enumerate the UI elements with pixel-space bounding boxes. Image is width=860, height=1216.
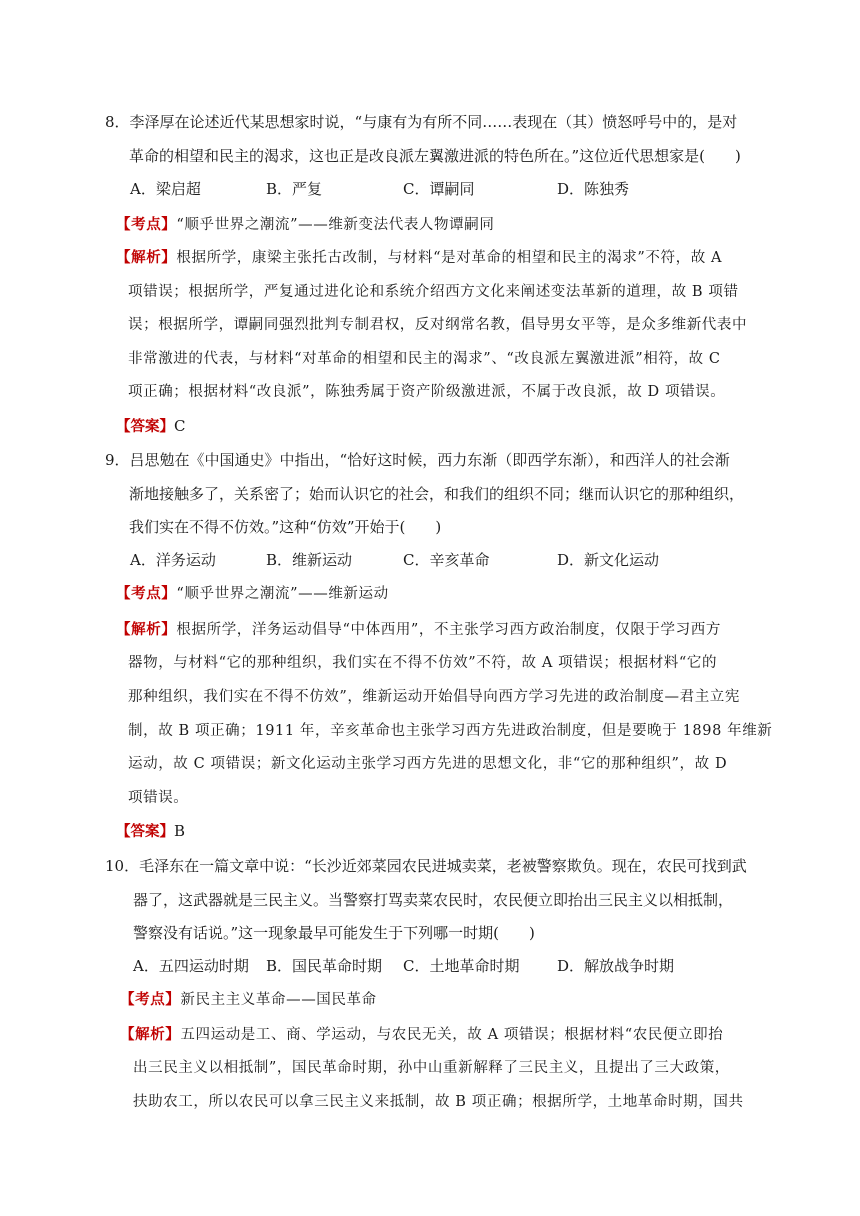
q10-option-c: C．土地革命时期 [403,957,520,975]
kaodian-tag: 【考点】 [120,992,181,1008]
q8-jiexi-line-1 [116,247,722,269]
q8-kaodian [116,214,494,236]
jiexi-tag: 【解析】 [116,622,177,638]
q8-answer-value: C [174,417,186,435]
q10-jiexi-line-3: 扶助农工，所以农民可以拿三民主义来抵制，故 B 项正确；根据所学，土地革命时期，国共 [133,1094,744,1110]
q9-jiexi-line-2: 器物，与材料“它的那种组织，我们实在不得不仿效”不符，故 A 项错误；根据材料“它的 [128,655,718,671]
q10-option-b: B．国民革命时期 [266,957,383,975]
q10-stem-line-2: 器了，这武器就是三民主义。当警察打骂卖菜农民时，农民便立即抬出三民主义以相抵制， [133,891,734,909]
q8-jiexi-line-5: 项正确；根据材料“改良派”，陈独秀属于资产阶级激进派，不属于改良派，故 D 项错误。 [128,384,726,400]
q10-kaodian [120,989,377,1011]
q10-jiexi-line-2: 出三民主义以相抵制”，国民革命时期，孙中山重新解释了三民主义，且提出了三大政策， [133,1060,730,1076]
kaodian-tag: 【考点】 [116,586,177,602]
q10-jiexi-line-1 [120,1024,723,1046]
q8-stem-line-2: 革命的相望和民主的渴求，这也正是改良派左翼激进派的特色所在。”这位近代思想家是( ) [129,147,741,165]
jiexi-tag: 【解析】 [120,1027,181,1043]
q9-jiexi-line-1 [116,619,721,641]
kaodian-tag: 【考点】 [116,217,177,233]
q8-jiexi-line-4: 非常激进的代表，与材料“对革命的相望和民主的渴求”、“改良派左翼激进派”相符，故 C [128,351,721,367]
q8-option-d: D．陈独秀 [557,180,630,198]
q9-option-c: C．辛亥革命 [403,551,490,569]
q10-option-a: A．五四运动时期 [133,957,249,975]
q10-option-d: D．解放战争时期 [557,957,675,975]
q9-option-a: A．洋务运动 [130,551,216,569]
q10-stem-line-3: 警察没有话说。”这一现象最早可能发生于下列哪一时期( ) [133,924,535,942]
q9-jiexi-line-6: 项错误。 [128,790,189,806]
q9-kaodian [116,583,389,605]
q8-jiexi-text-1: 根据所学，康梁主张托古改制，与材料“是对革命的相望和民主的渴求”不符，故 A [176,250,723,266]
q10-kaodian-text: 新民主主义革命——国民革命 [180,992,377,1008]
q10-jiexi-text-1: 五四运动是工、商、学运动，与农民无关，故 A 项错误；根据材料“农民便立即抬 [180,1027,724,1043]
q8-stem-line-1: 8．李泽厚在论述近代某思想家时说，“与康有为有所不同……表现在（其）愤怒呼号中的，是对 [105,113,738,131]
q8-option-c: C．谭嗣同 [403,180,475,198]
q9-kaodian-text: “顺乎世界之潮流”——维新运动 [176,586,389,602]
q8-option-a: A．梁启超 [130,180,201,198]
q8-option-b: B．严复 [266,180,323,198]
q10-stem-line-1: 10．毛泽东在一篇文章中说：“长沙近郊菜园农民进城卖菜，老被警察欺负。现在，农民可找到武 [105,857,747,875]
daan-tag: 【答案】 [116,419,174,435]
q9-answer-value: B [174,822,186,840]
q9-answer [116,820,185,843]
q9-stem-line-3: 我们实在不得不仿效。”这种“仿效”开始于( ) [129,518,442,536]
q9-jiexi-text-1: 根据所学，洋务运动倡导“中体西用”，不主张学习西方政治制度，仅限于学习西方 [176,622,721,638]
q9-option-d: D．新文化运动 [557,551,660,569]
q8-kaodian-text: “顺乎世界之潮流”——维新变法代表人物谭嗣同 [176,217,495,233]
q9-stem-line-2: 渐地接触多了，关系密了；始而认识它的社会，和我们的组织不同；继而认识它的那种组织， [129,485,745,503]
q9-jiexi-line-3: 那种组织，我们实在不得不仿效”，维新运动开始倡导向西方学习先进的政治制度—君主立宪 [128,689,741,705]
daan-tag: 【答案】 [116,824,174,840]
q9-option-b: B．维新运动 [266,551,353,569]
q9-jiexi-line-5: 运动，故 C 项错误；新文化运动主张学习西方先进的思想文化，非“它的那种组织”，故 D [128,756,728,772]
q8-answer [116,415,185,438]
q9-stem-line-1: 9．吕思勉在《中国通史》中指出，“恰好这时候，西力东渐（即西学东渐），和西洋人的社会渐 [105,451,730,469]
q8-jiexi-line-2: 项错误；根据所学，严复通过进化论和系统介绍西方文化来阐述变法革新的道理，故 B 项错 [128,284,739,300]
q9-jiexi-line-4: 制，故 B 项正确；1911 年，辛亥革命也主张学习西方先进政治制度，但是要晚于 1898 年维新 [128,723,773,739]
jiexi-tag: 【解析】 [116,250,177,266]
q8-jiexi-line-3: 误；根据所学，谭嗣同强烈批判专制君权，反对纲常名教，倡导男女平等，是众多维新代表中 [128,317,748,333]
